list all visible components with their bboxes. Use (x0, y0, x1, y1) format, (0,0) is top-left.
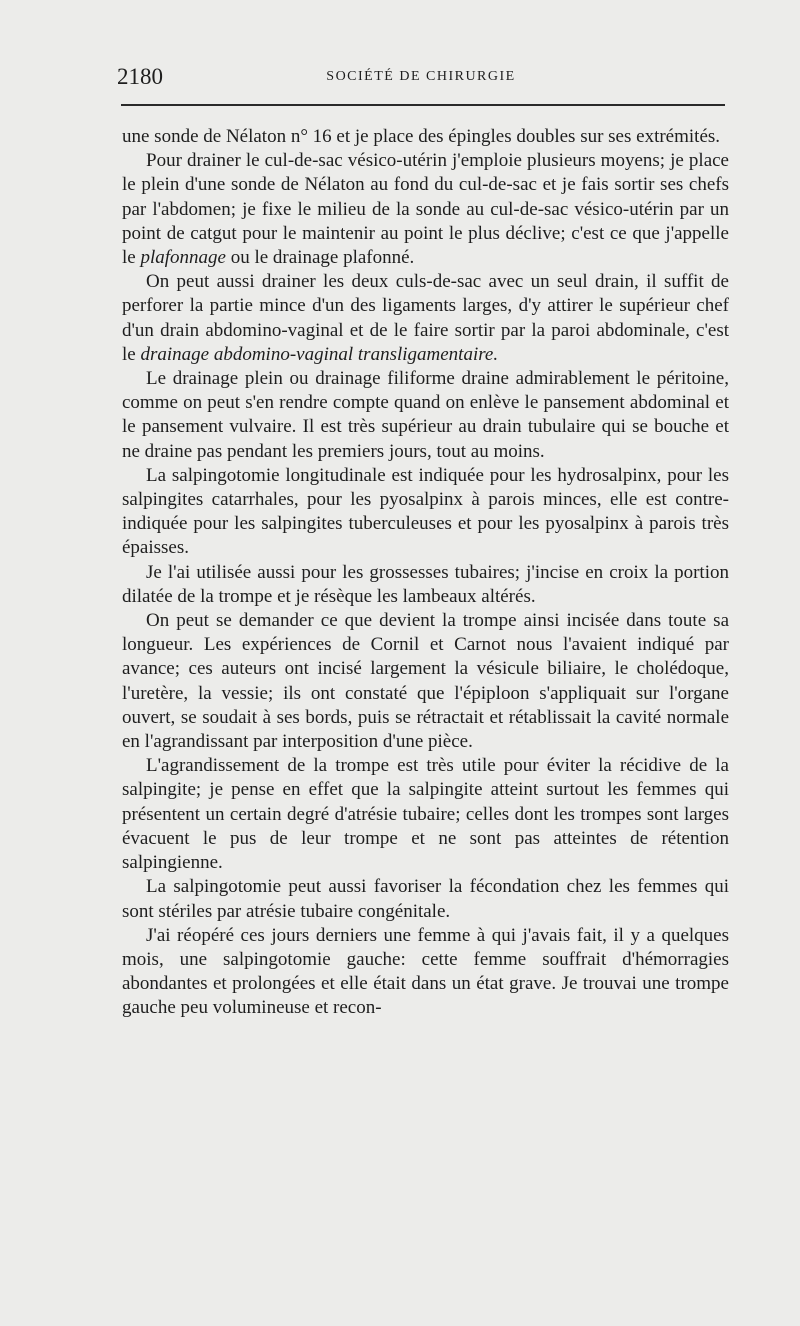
paragraph: Le drainage plein ou drainage filiforme draine admirablement le péritoine, comme on peut s'en rendre compte quand on enlève le pansement abdominal et le pansement vulvaire. Il est très supérieur au drain tubulaire qui se bouche et ne draine pas pendant les premiers jours, tout au moins. (122, 368, 729, 462)
page-header (117, 64, 725, 92)
paragraph: Je l'ai utilisée aussi pour les grossesses tubaires; j'incise en croix la portion dilatée de la trompe et je résèque les lambeaux altérés. (122, 561, 729, 607)
body-text (122, 125, 729, 1021)
paragraph: La salpingotomie peut aussi favoriser la fécondation chez les femmes qui sont stériles par atrésie tubaire congénitale. (122, 876, 729, 922)
header-rule (121, 104, 725, 106)
italic-term: plafonnage (140, 247, 226, 269)
paragraph (122, 270, 729, 367)
page-number: 2180 (117, 64, 163, 89)
paragraph: L'agrandissement de la trompe est très utile pour éviter la récidive de la salpingite; je pense en effet que la salpingite atteint surtout les femmes qui présentent un certain degré d'atrésie tubaire; celles dont les trompes sont larges évacuent le pus de leur trompe et ne sont pas atteintes de rétention salpingienne. (122, 755, 729, 874)
paragraph (122, 149, 729, 270)
running-title: SOCIÉTÉ DE CHIRURGIE (326, 69, 516, 84)
paragraph: J'ai réopéré ces jours derniers une femme à qui j'avais fait, il y a quelques mois, une salpingotomie gauche: cette femme souffrait d'hémorragies abondantes et prolongées et elle était dans un état grave. Je trouvai une trompe gauche peu volumineuse et recon- (122, 924, 729, 1019)
paragraph: une sonde de Nélaton n° 16 et je place des épingles doubles sur ses extrémités. (122, 126, 721, 147)
paragraph-text: On peut aussi drainer les deux culs-de-sac avec un seul drain, il suffit de perforer la partie mince d'un des ligaments larges, d'y attirer le supérieur chef d'un drain abdomino-vaginal et de le faire sortir par la paroi abdominale, c'est le (122, 271, 729, 365)
italic-term: drainage abdomino-vaginal transligamentaire. (140, 343, 499, 365)
paragraph-text: Pour drainer le cul-de-sac vésico-utérin j'emploie plusieurs moyens; je place le plein d'une sonde de Nélaton au fond du cul-de-sac et je fais sortir ses chefs par l'abdomen; je fixe le milieu de la sonde au cul-de-sac vésico-utérin par un point de catgut pour le maintenir au point le plus déclive; c'est ce que j'appelle le (122, 150, 729, 269)
paragraph-text: ou le drainage plafonné. (225, 247, 415, 269)
paragraph: On peut se demander ce que devient la trompe ainsi incisée dans toute sa longueur. Les expériences de Cornil et Carnot nous l'avaient indiqué par avance; ces auteurs ont incisé largement la vésicule biliaire, le cholédoque, l'uretère, la vessie; ils ont constaté que l'épiploon s'appliquait sur l'organe ouvert, se soudait à ses bords, puis se rétractait et rétablissait la cavité normale en l'agrandissant par interposition d'une pièce. (122, 610, 729, 753)
paragraph: La salpingotomie longitudinale est indiquée pour les hydrosalpinx, pour les salpingites catarrhales, pour les pyosalpinx à parois minces, elle est contre-indiquée pour les salpingites tuberculeuses et pour les pyosalpinx à parois très épaisses. (122, 464, 729, 559)
